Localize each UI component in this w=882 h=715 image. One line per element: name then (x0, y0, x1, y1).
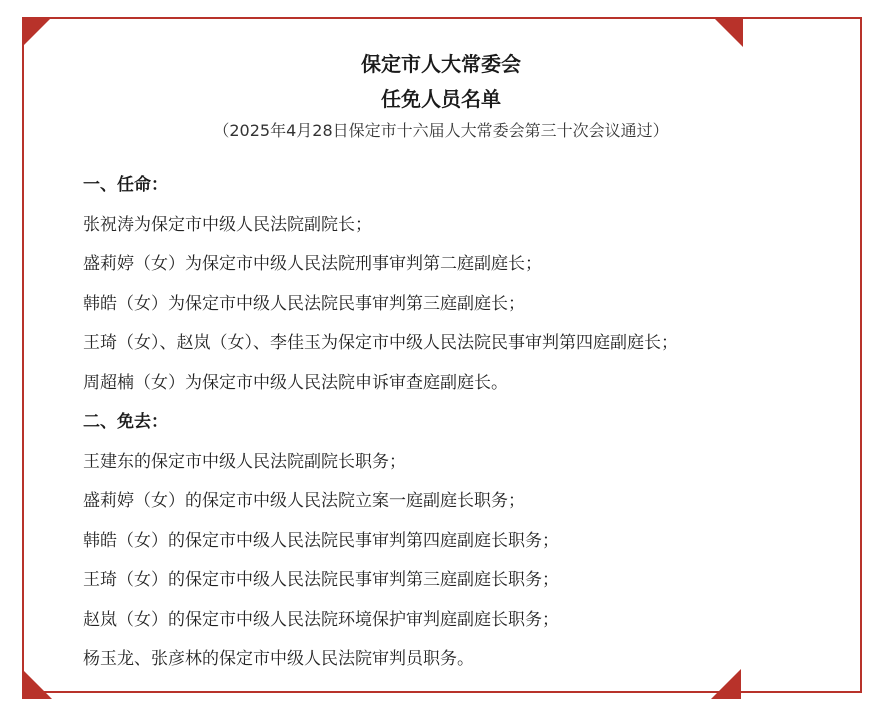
list-item: 韩皓（女）为保定市中级人民法院民事审判第三庭副庭长； (83, 293, 525, 314)
list-item: 杨玉龙、张彦林的保定市中级人民法院审判员职务。 (83, 649, 474, 669)
list-item: 韩皓（女）的保定市中级人民法院民事审判第四庭副庭长职务； (83, 530, 559, 551)
list-item: 盛莉婷（女）的保定市中级人民法院立案一庭副庭长职务； (83, 491, 525, 511)
list-item: 张祝涛为保定市中级人民法院副院长； (83, 214, 372, 235)
appointment-list (83, 170, 843, 684)
corner-ornament-bottom-left (22, 669, 52, 699)
document-subtitle-title: 任免人员名单 (381, 87, 501, 111)
section-heading-appoint: 一、任命： (83, 175, 168, 195)
meeting-note: （2025年4月28日保定市十六届人大常委会第三十次会议通过） (213, 121, 669, 140)
list-item: 盛莉婷（女）为保定市中级人民法院刑事审判第二庭副庭长； (83, 254, 542, 274)
corner-ornament-top-right (713, 17, 743, 47)
corner-ornament-top-left (22, 17, 52, 47)
list-item: 王琦（女）的保定市中级人民法院民事审判第三庭副庭长职务； (83, 570, 559, 590)
list-item: 赵岚（女）的保定市中级人民法院环境保护审判庭副庭长职务； (83, 609, 559, 630)
list-item: 周超楠（女）为保定市中级人民法院申诉审查庭副庭长。 (83, 372, 508, 393)
document-title: 保定市人大常委会 (361, 52, 521, 76)
list-item: 王琦（女）、赵岚（女）、李佳玉为保定市中级人民法院民事审判第四庭副庭长； (83, 333, 678, 353)
section-heading-remove: 二、免去： (83, 412, 168, 432)
list-item: 王建东的保定市中级人民法院副院长职务； (83, 451, 406, 472)
